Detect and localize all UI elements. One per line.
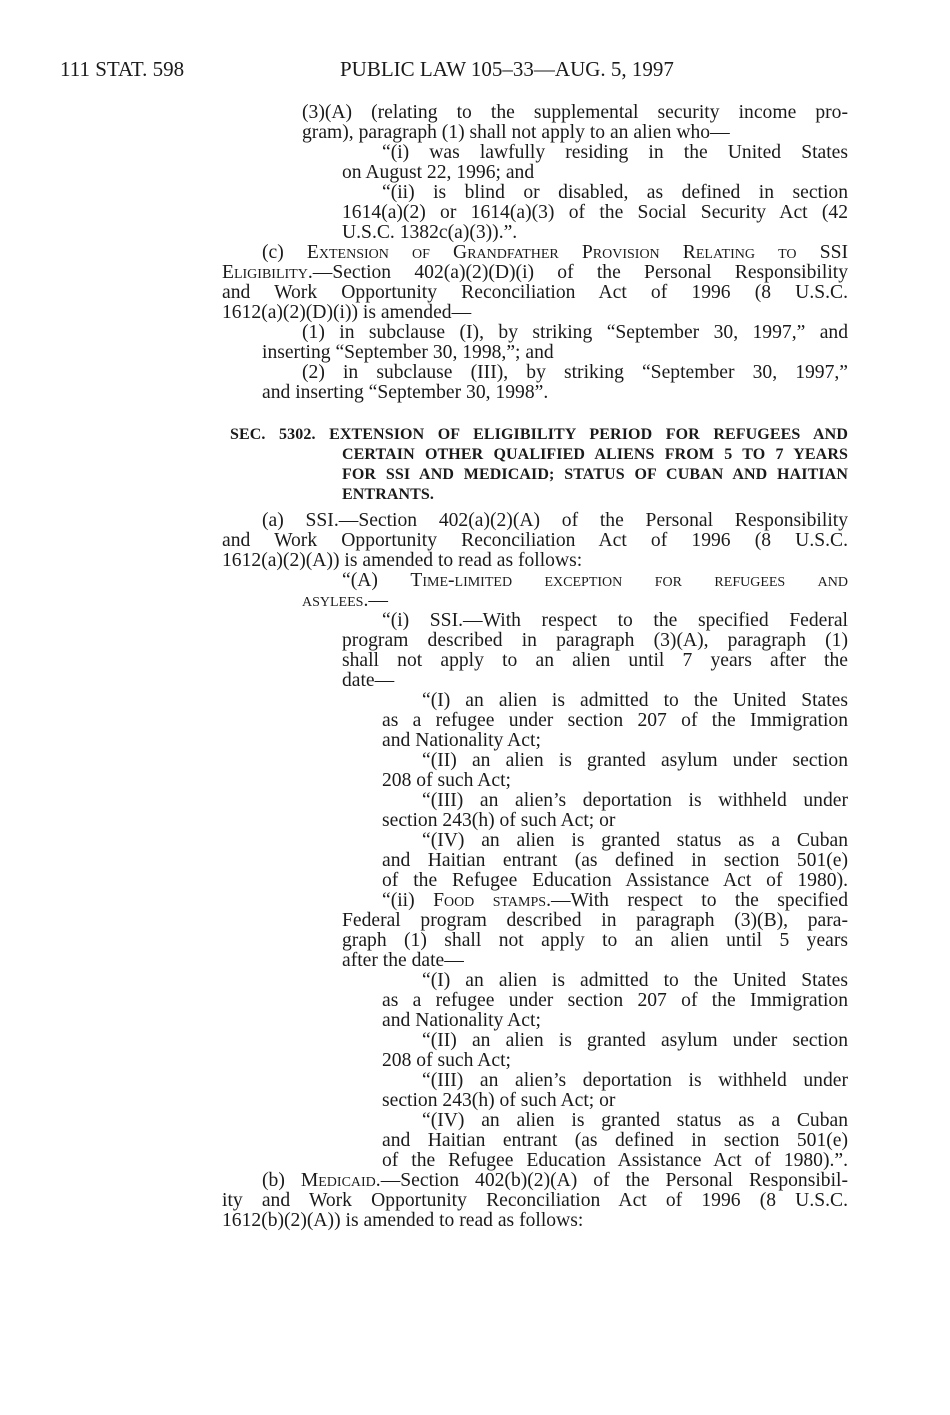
text-line <box>302 591 392 611</box>
text-run: .—Section 402(b)(2)(A) of the Personal Responsibil- <box>375 1170 848 1191</box>
text-run: (c) <box>262 242 307 263</box>
text-run: “(ii) <box>382 890 434 911</box>
text-line: and Work Opportunity Reconciliation Act of 1996 (8 U.S.C. <box>222 530 848 551</box>
running-head: PUBLIC LAW 105–33—AUG. 5, 1997 <box>340 57 674 81</box>
text-line: of the Refugee Education Assistance Act of 1980).”. <box>382 1150 848 1171</box>
text-line: and Haitian entrant (as defined in section 501(e) <box>382 1130 848 1151</box>
text-line: “(I) an alien is admitted to the United States <box>422 690 848 711</box>
text-line <box>262 243 848 263</box>
text-line: 1614(a)(2) or 1614(a)(3) of the Social Security Act (42 <box>342 202 848 223</box>
text-line: 1612(a)(2)(D)(i)) is amended— <box>222 302 472 323</box>
text-line <box>222 263 848 283</box>
text-line: (a) SSI.—Section 402(a)(2)(A) of the Personal Responsibility <box>262 510 848 531</box>
text-line: as a refugee under section 207 of the Immigration <box>382 990 848 1011</box>
text-line: Federal program described in paragraph (3)(B), para- <box>342 910 848 931</box>
text-line: 1612(b)(2)(A)) is amended to read as follows: <box>222 1210 584 1231</box>
section-heading-line: CERTAIN OTHER QUALIFIED ALIENS FROM 5 TO 7 YEARS <box>342 446 848 463</box>
text-line: shall not apply to an alien until 7 years after the <box>342 650 848 671</box>
text-line: “(I) an alien is admitted to the United States <box>422 970 848 991</box>
text-line: “(II) an alien is granted asylum under section <box>422 1030 848 1051</box>
text-line: and Haitian entrant (as defined in section 501(e) <box>382 850 848 871</box>
text-line: 1612(a)(2)(A)) is amended to read as follows: <box>222 550 583 571</box>
text-run: .—With respect to the specified <box>546 890 848 911</box>
text-line: date— <box>342 670 395 691</box>
text-line: section 243(h) of such Act; or <box>382 810 616 831</box>
text-line: “(i) was lawfully residing in the United States <box>382 142 848 163</box>
text-line: “(II) an alien is granted asylum under section <box>422 750 848 771</box>
text-line: after the date— <box>342 950 464 971</box>
text-line: “(IV) an alien is granted status as a Cuban <box>422 830 848 851</box>
text-line: as a refugee under section 207 of the Immigration <box>382 710 848 731</box>
small-caps-run: asylees <box>302 590 364 611</box>
text-line: “(i) SSI.—With respect to the specified Federal <box>382 610 848 631</box>
text-line: and Nationality Act; <box>382 1010 541 1031</box>
text-line: U.S.C. 1382c(a)(3)).”. <box>342 222 518 243</box>
text-line: gram), paragraph (1) shall not apply to an alien who— <box>302 122 730 143</box>
text-line: and Work Opportunity Reconciliation Act of 1996 (8 U.S.C. <box>222 282 848 303</box>
text-line: “(IV) an alien is granted status as a Cuban <box>422 1110 848 1131</box>
small-caps-run: Time-limited exception for refugees and <box>410 570 848 591</box>
text-run: “(A) <box>342 570 411 591</box>
text-line: ity and Work Opportunity Reconciliation Act of 1996 (8 U.S.C. <box>222 1190 848 1211</box>
small-caps-run: Eligibility <box>222 262 308 283</box>
text-line: “(III) an alien’s deportation is withheld under <box>422 790 848 811</box>
text-line: (2) in subclause (III), by striking “September 30, 1997,” <box>302 362 848 383</box>
text-line <box>382 891 848 911</box>
text-line: section 243(h) of such Act; or <box>382 1090 616 1111</box>
small-caps-run: Extension of Grandfather Provision Relating to <box>306 242 797 263</box>
text-line <box>342 571 848 591</box>
text-line: on August 22, 1996; and <box>342 162 535 183</box>
text-line: of the Refugee Education Assistance Act of 1980). <box>382 870 848 891</box>
text-line: “(ii) is blind or disabled, as defined in section <box>382 182 848 203</box>
section-heading-line: ENTRANTS. <box>342 486 435 503</box>
text-line: inserting “September 30, 1998,”; and <box>262 342 554 363</box>
text-line: 208 of such Act; <box>382 1050 511 1071</box>
text-line: and Nationality Act; <box>382 730 541 751</box>
text-line: “(III) an alien’s deportation is withheld under <box>422 1070 848 1091</box>
text-line: program described in paragraph (3)(A), paragraph (1) <box>342 630 848 651</box>
text-line: and inserting “September 30, 1998”. <box>262 382 549 403</box>
text-run: .—Section 402(a)(2)(D)(i) of the Personal Responsibility <box>307 262 848 283</box>
text-line: (3)(A) (relating to the supplemental security income pro- <box>302 102 848 123</box>
text-run: SSI <box>796 242 849 263</box>
small-caps-run: Food stamps <box>433 890 547 911</box>
text-line: 208 of such Act; <box>382 770 511 791</box>
section-heading-line: SEC. 5302. EXTENSION OF ELIGIBILITY PERIOD FOR REFUGEES AND <box>230 426 848 443</box>
text-line <box>262 1171 848 1191</box>
section-heading-line: FOR SSI AND MEDICAID; STATUS OF CUBAN AND HAITIAN <box>342 466 848 483</box>
text-run: (b) <box>262 1170 301 1191</box>
text-line: (1) in subclause (I), by striking “September 30, 1997,” and <box>302 322 848 343</box>
text-run: .— <box>363 590 388 611</box>
page-reference: 111 STAT. 598 <box>60 57 185 81</box>
small-caps-run: Medicaid <box>300 1170 376 1191</box>
text-line: graph (1) shall not apply to an alien until 5 years <box>342 930 848 951</box>
